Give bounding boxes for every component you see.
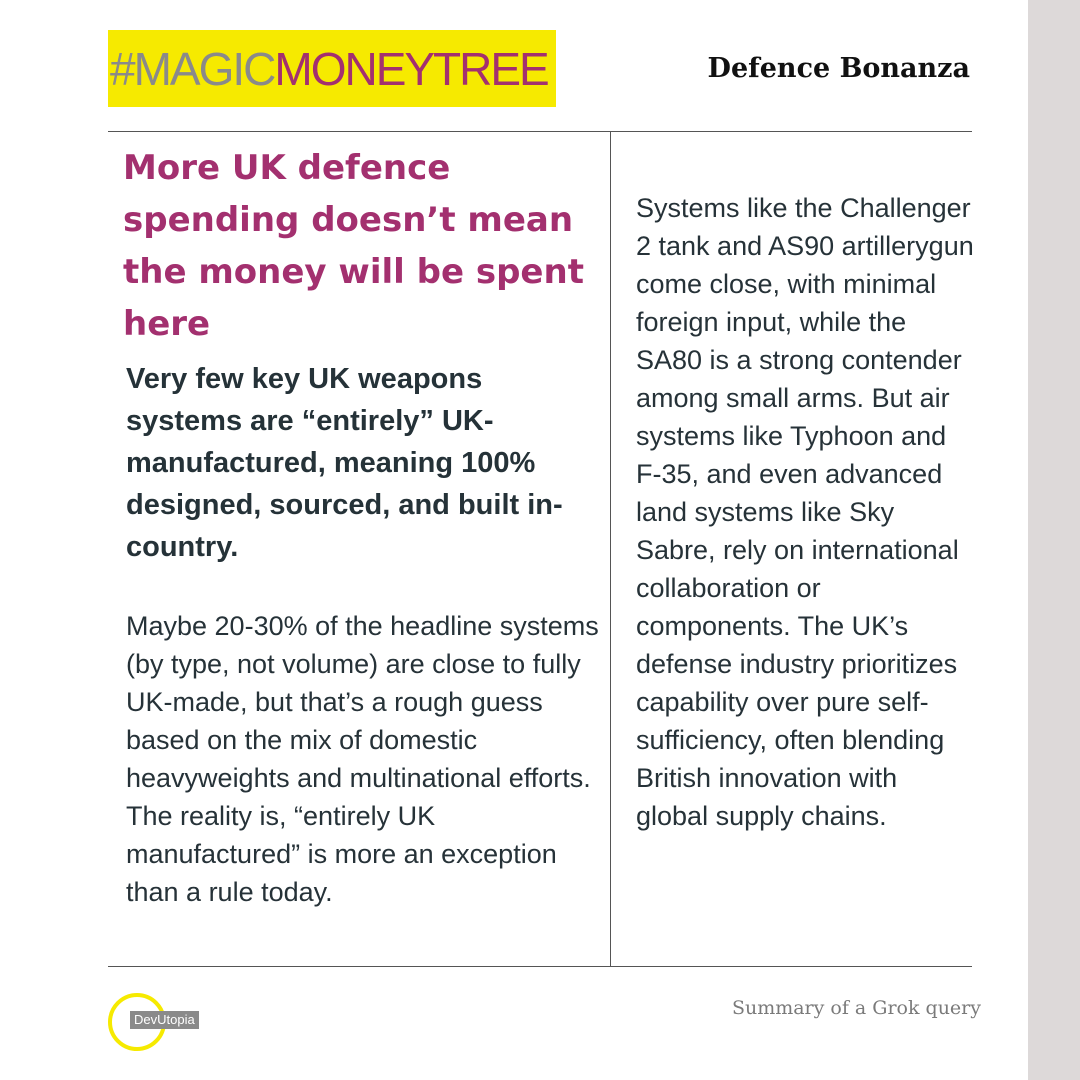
headline: More UK defence spending doesn’t mean the money will be spent here [123,148,584,344]
footer-note: Summary of a Grok query [731,997,981,1019]
subheading: Very few key UK weapons systems are “entirely” UK-manufactured, meaning 100% designed, sourced, and built in-country. [126,363,563,563]
hashtag-suffix: MONEYTREE [274,43,548,95]
side-strip [1028,0,1080,1080]
column-divider [610,131,611,967]
top-rule [108,131,972,132]
hashtag-title [110,40,548,98]
bottom-rule [108,966,972,967]
body-text-left: Maybe 20-30% of the headline systems (by type, not volume) are close to fully UK-made, but that’s a rough guess based on the mix of domestic heavyweights and multinational efforts. The reality is, “entirely UK manufactured” is more an exception than a rule today. [126,611,599,907]
section-title: Defence Bonanza [707,53,970,84]
devutopia-logo [108,993,218,1053]
logo-text: DevUtopia [130,1011,199,1029]
hashtag-prefix: #MAGIC [110,43,275,95]
body-text-right: Systems like the Challenger 2 tank and AS90 artillerygun come close, with minimal foreign input, while the SA80 is a strong contender among small arms. But air systems like Typhoon and F-35, and even advanced land systems like Sky Sabre, rely on international collaboration or components. The UK’s defense industry prioritizes capability over pure self-sufficiency, often blending British innovation with global supply chains. [636,193,974,831]
